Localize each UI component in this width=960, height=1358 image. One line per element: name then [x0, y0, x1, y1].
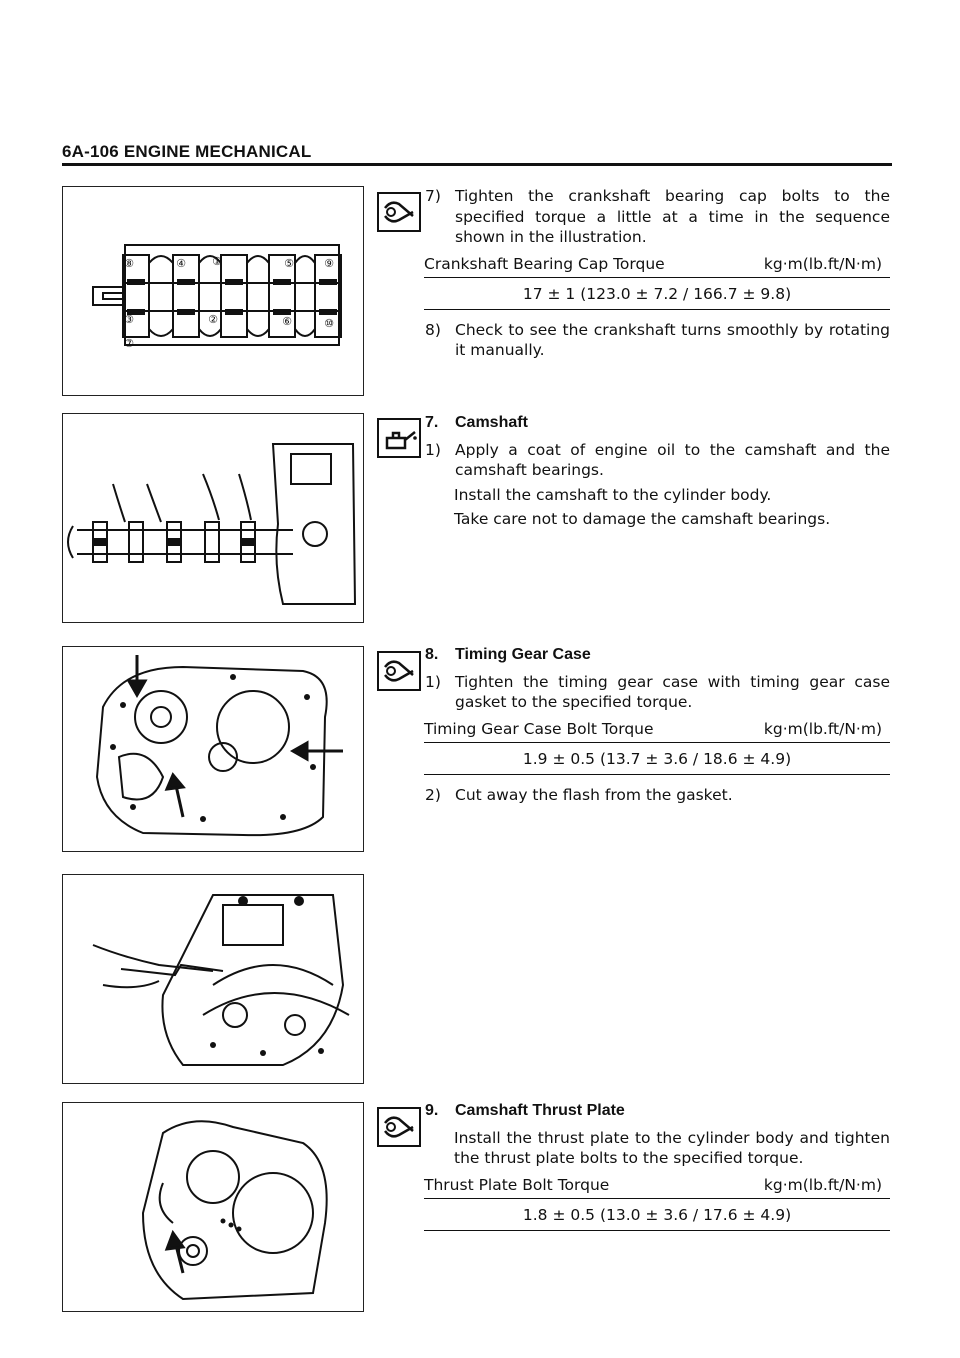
step-text: Apply a coat of engine oil to the camshaft and the camshaft bearings.	[455, 440, 890, 479]
spec-value: 1.9 ± 0.5 (13.7 ± 3.6 / 18.6 ± 4.9)	[424, 743, 890, 775]
seq-label: ②	[208, 313, 218, 326]
step	[424, 320, 890, 361]
section-timing-gear-case	[424, 645, 890, 809]
figure-timing-gear-case	[62, 646, 364, 852]
page-title: 6A-106 ENGINE MECHANICAL	[62, 142, 312, 161]
section-heading	[424, 1101, 890, 1122]
seq-label: ⑩	[324, 317, 334, 330]
step	[424, 186, 890, 248]
figure-camshaft-install	[62, 413, 364, 623]
step-text: Check to see the crankshaft turns smoothly by rotating it manually.	[455, 320, 890, 359]
figure-crankshaft-bearing-caps	[62, 186, 364, 396]
seq-label: ⑨	[324, 257, 334, 270]
seq-label: ①	[212, 255, 222, 268]
step-text: Cut away the flash from the gasket.	[455, 785, 733, 804]
seq-label: ⑦	[124, 337, 134, 350]
paragraph: Take care not to damage the camshaft bearings.	[454, 510, 831, 528]
torque-wrench-icon	[377, 1107, 421, 1147]
seq-label: ⑤	[284, 257, 294, 270]
gear-case-tightening-illustration	[63, 875, 363, 1083]
step	[424, 440, 890, 481]
section-title: Camshaft	[455, 414, 528, 431]
seq-label: ⑥	[282, 315, 292, 328]
section-number: 9.	[425, 1102, 439, 1119]
figure-thrust-plate	[62, 1102, 364, 1312]
header-rule	[62, 163, 892, 166]
section-camshaft	[424, 413, 890, 534]
step-number: 7)	[425, 187, 441, 205]
step-text: Tighten the timing gear case with timing gear case gasket to the specified torque.	[455, 672, 890, 711]
step-number: 1)	[425, 672, 441, 691]
paragraph: Install the thrust plate to the cylinder body and tighten the thrust plate bolts to the specified torque.	[454, 1128, 890, 1167]
section-heading	[424, 413, 890, 434]
seq-label: ⑧	[124, 257, 134, 270]
figure-gear-case-tightening	[62, 874, 364, 1084]
torque-wrench-icon	[377, 192, 421, 232]
step-number: 1)	[425, 440, 441, 459]
spec-header	[424, 252, 890, 279]
section-camshaft-thrust-plate	[424, 1101, 890, 1241]
section-number: 8.	[425, 646, 439, 663]
thrust-plate-illustration	[63, 1103, 363, 1311]
section-title: Camshaft Thrust Plate	[455, 1102, 625, 1119]
seq-label: ④	[176, 257, 186, 270]
spec-label: Thrust Plate Bolt Torque	[424, 1175, 610, 1194]
section-title: Timing Gear Case	[455, 646, 591, 663]
spec-unit: kg·m(lb.ft/N·m)	[763, 719, 882, 738]
paragraph: Install the camshaft to the cylinder body.	[454, 485, 772, 504]
crankshaft-illustration	[63, 187, 363, 395]
spec-value: 17 ± 1 (123.0 ± 7.2 / 166.7 ± 9.8)	[424, 278, 890, 310]
section-number: 7.	[425, 414, 439, 431]
spec-label: Crankshaft Bearing Cap Torque	[424, 254, 665, 273]
spec-unit: kg·m(lb.ft/N·m)	[763, 1175, 882, 1194]
spec-unit: kg·m(lb.ft/N·m)	[763, 254, 882, 273]
section-crankshaft-bearing-cap	[424, 186, 890, 365]
seq-label: ③	[124, 313, 134, 326]
spec-value: 1.8 ± 0.5 (13.0 ± 3.6 / 17.6 ± 4.9)	[424, 1199, 890, 1231]
spec-header	[424, 1173, 890, 1200]
step-number: 2)	[425, 785, 441, 804]
section-heading	[424, 645, 890, 666]
step-text: Tighten the crankshaft bearing cap bolts to the specified torque a little at a time in the sequence shown in the illustration.	[455, 187, 890, 246]
timing-gear-case-illustration	[63, 647, 363, 851]
step-number: 8)	[425, 320, 441, 339]
camshaft-illustration	[63, 414, 363, 622]
step	[424, 785, 890, 806]
torque-wrench-icon	[377, 651, 421, 691]
step	[424, 672, 890, 713]
oil-can-icon	[377, 418, 421, 458]
spec-header	[424, 717, 890, 744]
spec-label: Timing Gear Case Bolt Torque	[424, 719, 654, 738]
